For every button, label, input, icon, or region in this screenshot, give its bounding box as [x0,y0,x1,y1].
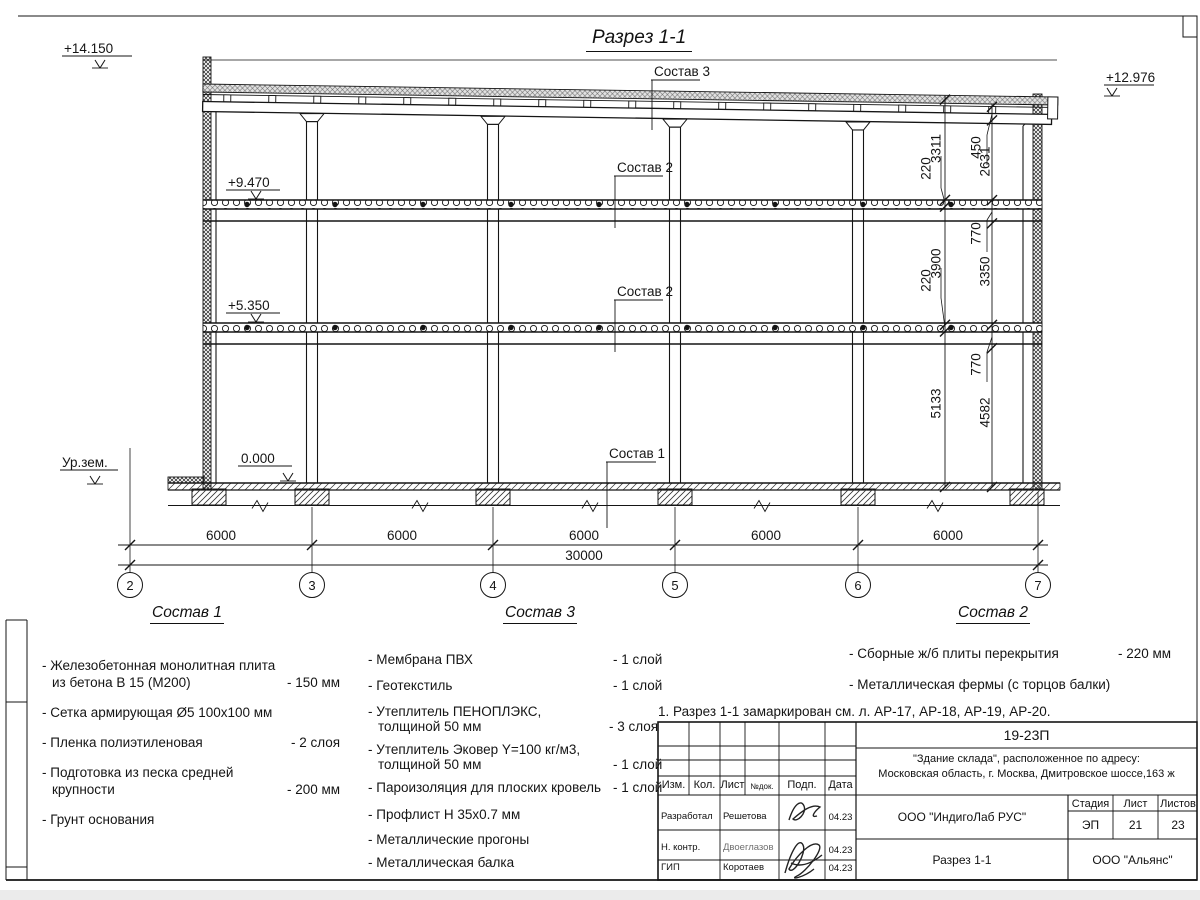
legend1-item-0-line1: - Железобетонная монолитная плита [42,658,276,673]
columns [300,114,870,483]
legend3-item-7-line1: - Металлическая балка [368,855,515,870]
dim-bay-1: 6000 [205,528,237,543]
grid-bubble-5: 5 [671,578,679,593]
dim-b-3350: 3350 [977,256,993,287]
legend2-heading: Состав 2 [956,604,1030,624]
dim-b-450: 450 [968,136,984,159]
callout-sostav2-a: Состав 2 [617,160,673,175]
sheet-bottom-edge [0,890,1200,900]
stamp-col-kol: Кол. [693,779,716,791]
legend3-item-1-value: - 1 слой [613,678,663,693]
legend1-item-0-line2: из бетона В 15 (М200) [52,675,191,690]
stamp-row-1-name: Двоеглазов [723,842,774,853]
dim-a-220-1: 220 [918,157,934,180]
floor-slabs [203,200,1042,344]
legend3-item-2-line2: толщиной 50 мм [378,719,482,734]
grid-bubble-2: 2 [126,578,134,593]
legend1-heading: Состав 1 [150,604,224,624]
dim-a-220-2: 220 [918,269,934,292]
elevation-roof-right: +12.976 [1106,70,1156,85]
note-text: 1. Разрез 1-1 замаркирован см. л. АР-17, АР-18, АР-19, АР-20. [658,704,1051,719]
stamp-col-list: Лист [720,779,745,791]
legend3-item-3-value: - 1 слой [613,757,663,772]
dim-b-770-2: 770 [968,353,984,376]
legend3-item-2-line1: - Утеплитель ПЕНОПЛЭКС, [368,704,542,719]
stamp-sheet-label: Лист [1123,798,1148,810]
elevation-level3: +9.470 [228,175,270,190]
stamp-col-data: Дата [828,779,853,791]
stamp-stage-value: ЭП [1081,818,1100,832]
stamp-col-ndok: №док. [750,782,774,791]
legend3-heading: Состав 3 [503,604,577,624]
grid-and-dimensions [118,95,1051,598]
legend3-item-6-line1: - Металлические прогоны [368,832,530,847]
signature-razrabotal [789,803,820,820]
legend2-item-0-value: - 220 мм [1118,646,1172,661]
stamp-code: 19-23П [1003,727,1050,743]
dim-bay-2: 6000 [386,528,418,543]
legend1-item-2-line1: - Пленка полиэтиленовая [42,735,203,750]
stamp-row-2-date: 04.23 [828,863,853,874]
legend3-item-4-line1: - Пароизоляция для плоских кровель [368,780,602,795]
dim-b-4582: 4582 [977,397,993,428]
stamp-col-izm: Изм. [661,779,686,791]
stamp-object-line2: Московская область, г. Москва, Дмитровское шоссе,163 ж [878,768,1175,780]
stamp-row-1-role: Н. контр. [661,842,701,853]
callout-sostav1: Состав 1 [609,446,665,461]
callout-sostav2-b: Состав 2 [617,284,673,299]
legend2-item-1-line1: - Металлическая фермы (с торцов балки) [849,677,1111,692]
ground-level-label: Ур.зем. [62,455,108,470]
legend3-item-5-line1: - Профлист Н 35х0.7 мм [368,807,521,822]
elevation-parapet: +14.150 [64,41,114,56]
stamp-org: ООО "Альянс" [1092,853,1173,867]
stamp-row-0-role: Разработал [661,811,713,822]
dim-bay-4: 6000 [750,528,782,543]
sheet-frame [6,16,1197,880]
legend3-item-1-line1: - Геотекстиль [368,678,453,693]
legend3-item-3-line2: толщиной 50 мм [378,757,482,772]
dim-a-5133: 5133 [928,388,944,419]
grid-bubble-7: 7 [1034,578,1042,593]
legend3-item-0-line1: - Мембрана ПВХ [368,652,473,667]
stamp-doc-title: Разрез 1-1 [932,853,992,867]
stamp-stage-label: Стадия [1071,798,1110,810]
legend3-item-3-line1: - Утеплитель Эковер Y=100 кг/м3, [368,742,581,757]
stamp-company: ООО "ИндигоЛаб РУС" [897,810,1027,824]
grid-bubble-6: 6 [854,578,862,593]
stamp-sheet-value: 21 [1128,818,1143,832]
stamp-sheets-value: 23 [1171,818,1185,832]
grid-bubble-4: 4 [489,578,497,593]
dim-bay-3: 6000 [568,528,600,543]
stamp-sheets-label: Листов [1160,798,1196,810]
dim-b-770-1: 770 [968,222,984,245]
legend1-item-3-value: - 200 мм [287,782,341,797]
dim-a-3311: 3311 [928,133,944,164]
legend3-item-4-value: - 1 слой [613,780,663,795]
stamp-row-0-name: Решетова [723,811,767,822]
stamp-col-podp: Подп. [787,779,817,791]
legend1-item-1-line1: - Сетка армирующая Ø5 100х100 мм [42,705,273,720]
legend1-item-2-value: - 2 слоя [291,735,341,750]
dim-total: 30000 [565,548,603,563]
legend1-item-3-line2: крупности [52,782,115,797]
legend1-item-0-value: - 150 мм [287,675,341,690]
stamp-row-0-date: 04.23 [828,812,853,823]
legend3-item-0-value: - 1 слой [613,652,663,667]
elevation-level2: +5.350 [228,298,270,313]
grid-bubble-3: 3 [308,578,316,593]
stamp-row-1-date: 04.23 [828,845,853,856]
callout-sostav3: Состав 3 [654,64,710,79]
dim-b-2631: 2631 [977,146,993,177]
foundations [168,477,1060,512]
legend2-item-0-line1: - Сборные ж/б плиты перекрытия [849,646,1059,661]
dim-a-3900: 3900 [928,248,944,279]
page-title: Разрез 1-1 [586,27,692,52]
legend3-item-2-value: - 3 слоя [609,719,659,734]
stamp-row-2-name: Коротаев [723,862,765,873]
elevation-zero: 0.000 [241,451,275,466]
legend1-item-3-line1: - Подготовка из песка средней [42,765,234,780]
dim-bay-5: 6000 [932,528,964,543]
stamp-row-2-role: ГИП [661,862,680,873]
stamp-object-line1: "Здание склада", расположенное по адресу: [913,753,1140,765]
legend1-item-4-line1: - Грунт основания [42,812,155,827]
